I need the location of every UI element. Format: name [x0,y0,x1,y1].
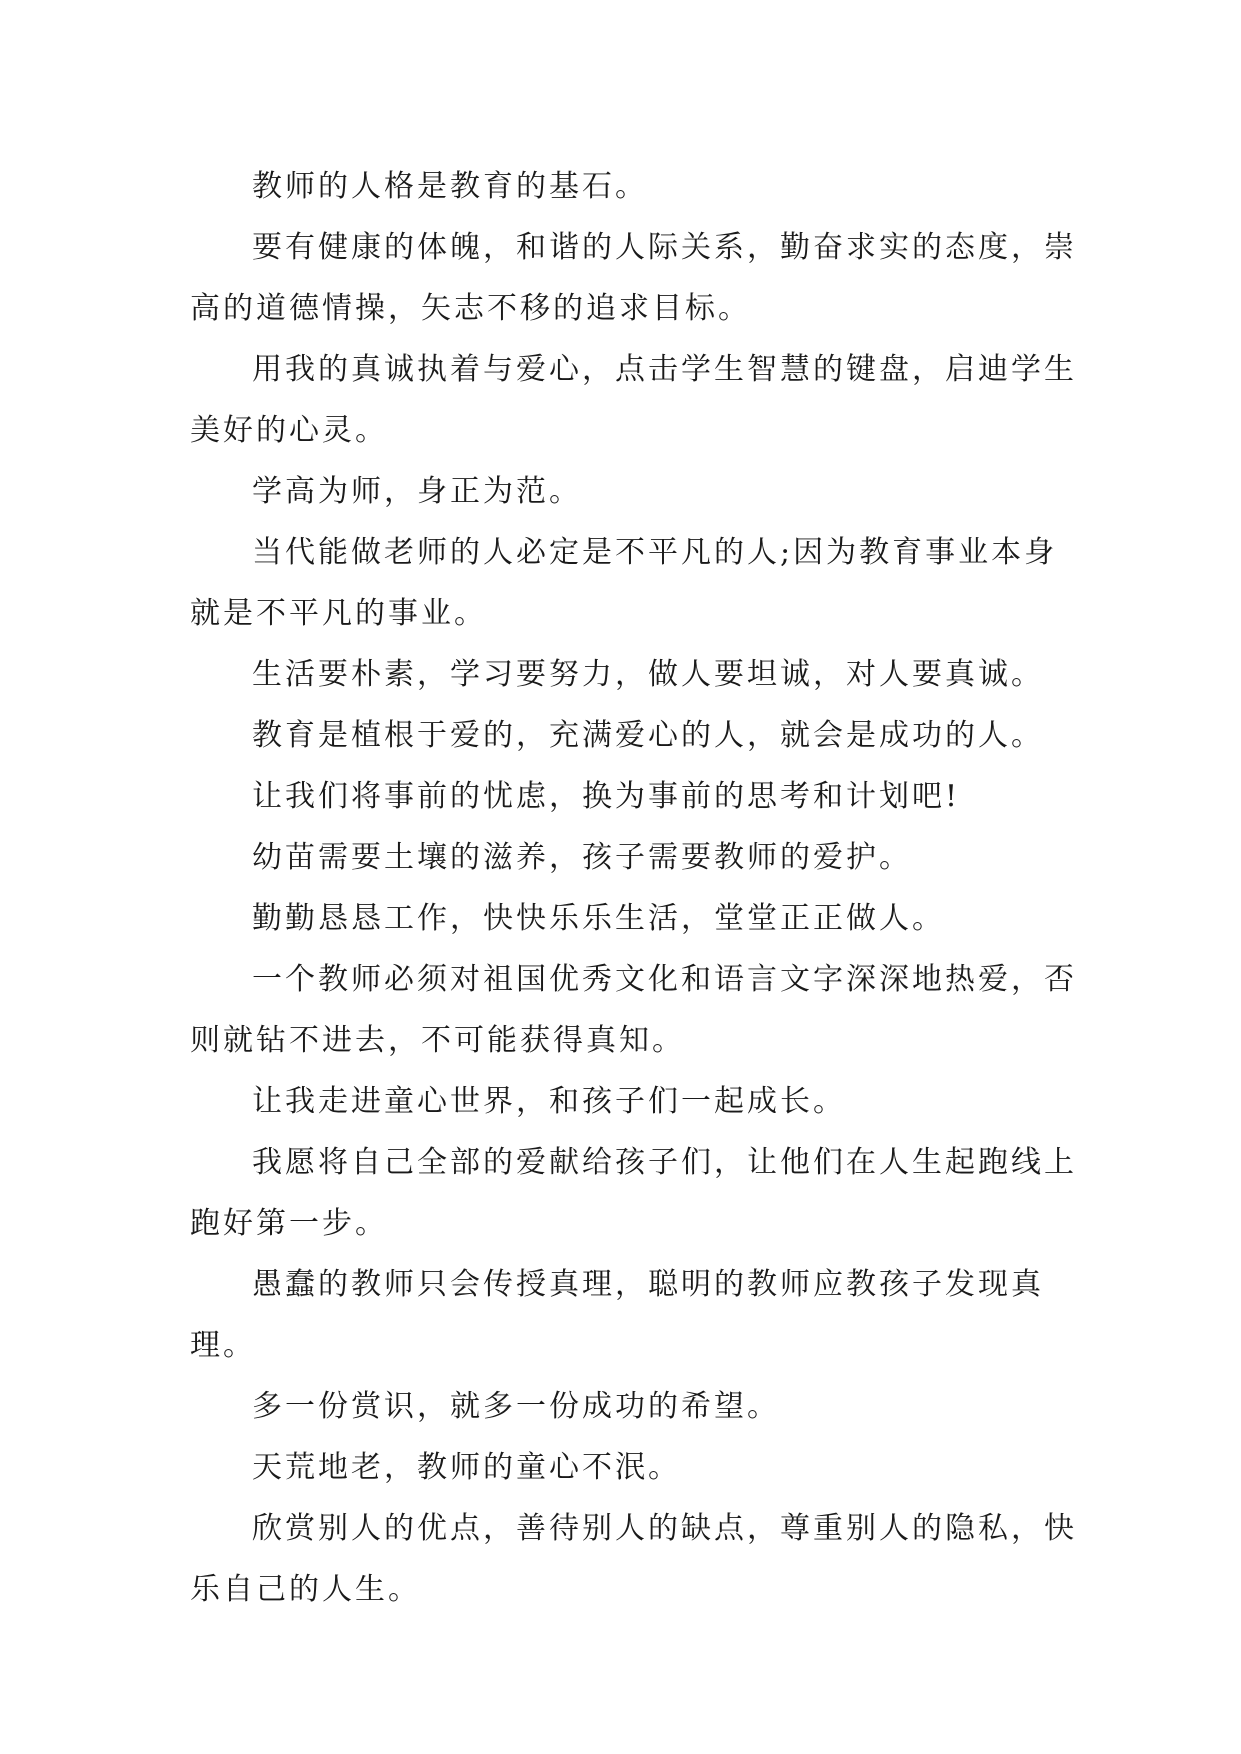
paragraph-8: 让我们将事前的忧虑，换为事前的思考和计划吧! [252,779,961,814]
paragraph-10: 勤勤恳恳工作，快快乐乐生活，堂堂正正做人。 [252,901,945,936]
paragraph-13: 我愿将自己全部的爱献给孩子们，让他们在人生起跑线上跑好第一步。 [190,1145,1077,1241]
paragraph-4: 学高为师，身正为范。 [252,474,582,509]
paragraph-14: 愚蠢的教师只会传授真理，聪明的教师应教孩子发现真理。 [190,1267,1044,1363]
paragraph-17: 欣赏别人的优点，善待别人的缺点，尊重别人的隐私，快乐自己的人生。 [190,1511,1077,1607]
paragraph-15: 多一份赏识，就多一份成功的希望。 [252,1389,780,1424]
paragraph-3: 用我的真诚执着与爱心，点击学生智慧的键盘，启迪学生美好的心灵。 [190,352,1077,448]
paragraph-2: 要有健康的体魄，和谐的人际关系，勤奋求实的态度，崇高的道德情操，矢志不移的追求目标。 [190,230,1077,326]
paragraph-12: 让我走进童心世界，和孩子们一起成长。 [252,1084,846,1119]
paragraph-11: 一个教师必须对祖国优秀文化和语言文字深深地热爱，否则就钻不进去，不可能获得真知。 [190,962,1077,1058]
paragraph-6: 生活要朴素，学习要努力，做人要坦诚，对人要真诚。 [252,657,1044,692]
paragraph-9: 幼苗需要土壤的滋养，孩子需要教师的爱护。 [252,840,912,875]
paragraph-7: 教育是植根于爱的，充满爱心的人，就会是成功的人。 [252,718,1044,753]
paragraph-16: 天荒地老，教师的童心不泯。 [252,1450,681,1485]
paragraph-1: 教师的人格是教育的基石。 [252,169,648,204]
paragraph-5: 当代能做老师的人必定是不平凡的人;因为教育事业本身就是不平凡的事业。 [190,535,1058,631]
